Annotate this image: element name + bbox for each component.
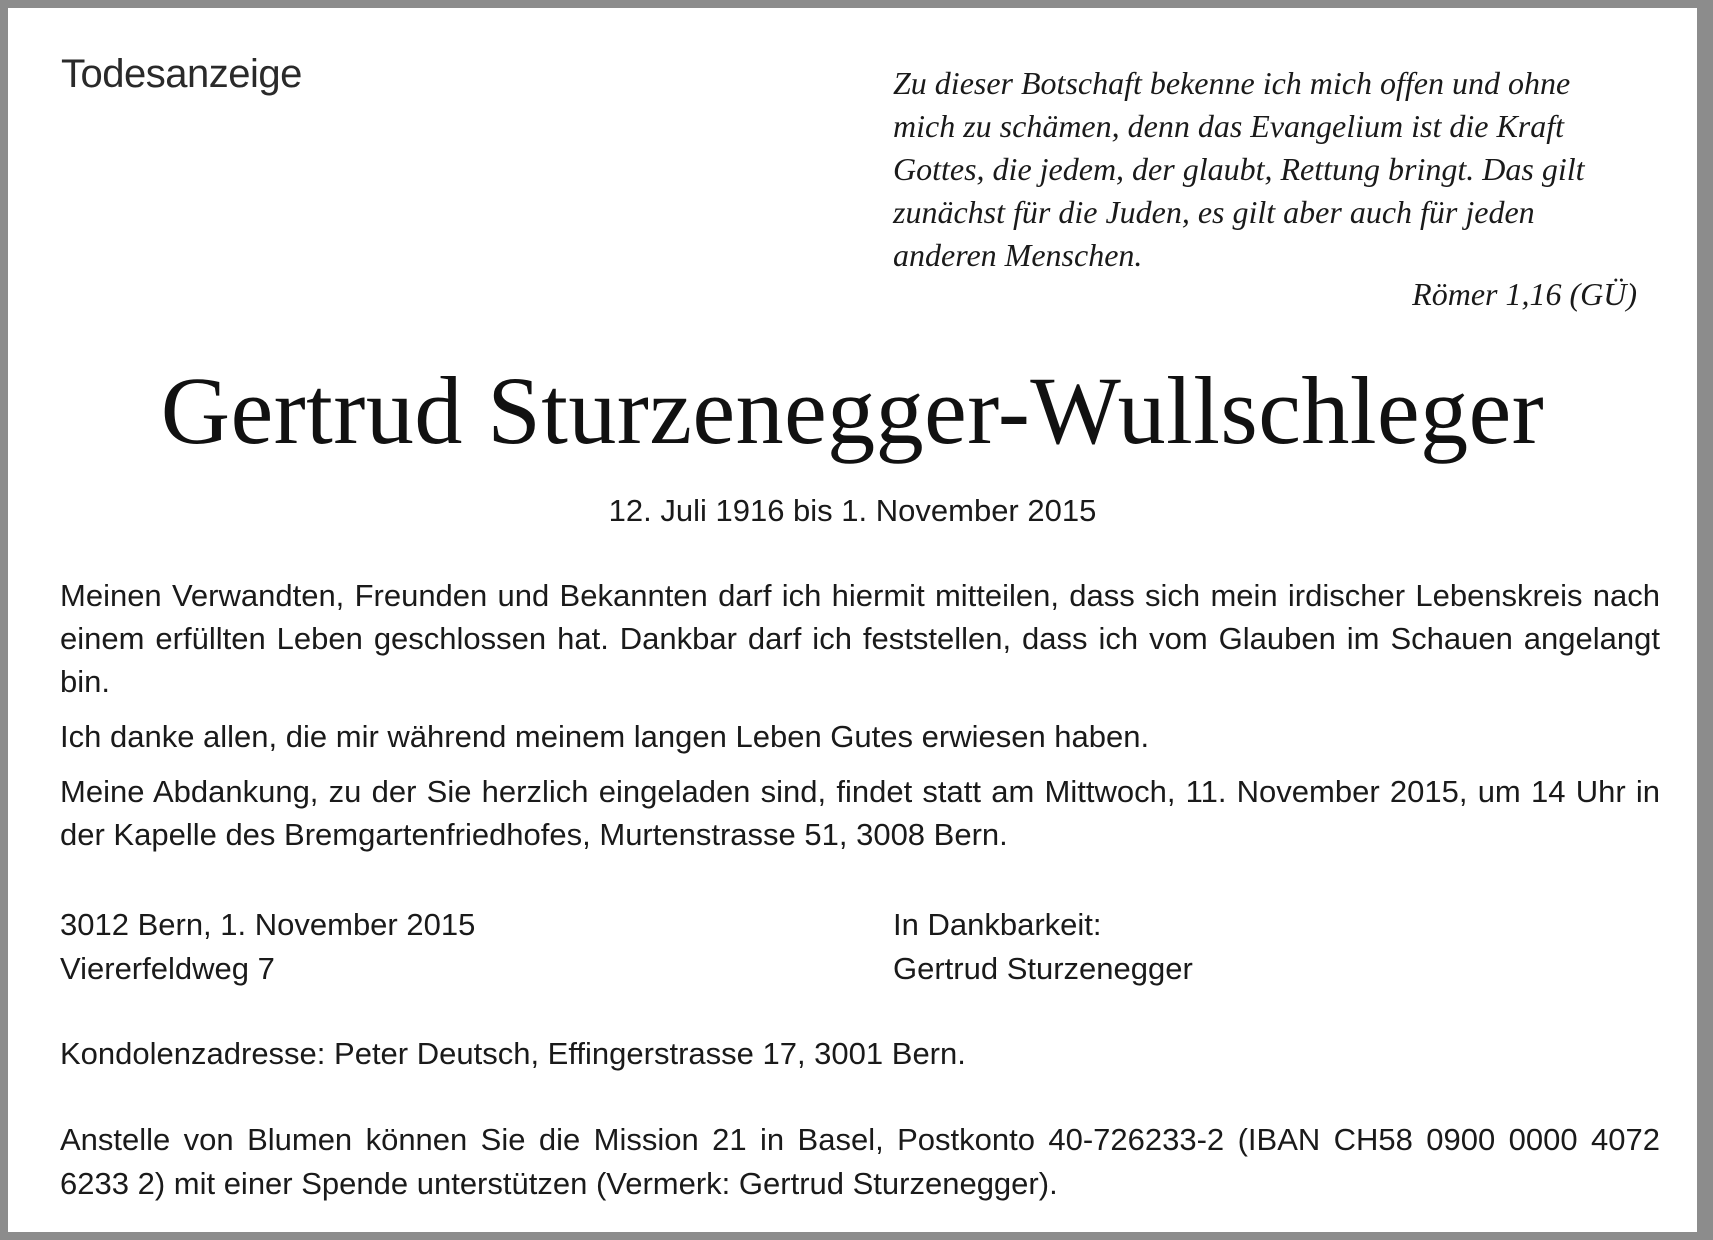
verse-line: Zu dieser Botschaft bekenne ich mich offen und ohne (893, 65, 1571, 101)
signature-block (893, 903, 1193, 991)
message-paragraph: Ich danke allen, die mir während meinem langen Leben Gutes erwiesen haben. (60, 719, 1150, 754)
sender-address (60, 903, 475, 991)
signature-name: Gertrud Sturzenegger (893, 951, 1193, 986)
verse-line: anderen Menschen. (893, 237, 1143, 273)
message-paragraph: Meine Abdankung, zu der Sie herzlich eingeladen sind, findet statt am Mittwoch, 11. November 2015, um 14 Uhr in der Kapelle des Bremgartenfriedhofes, Murtenstrasse 51, 3008 Bern. (60, 774, 1660, 852)
obituary-page (8, 8, 1697, 1232)
condolence-address: Kondolenzadresse: Peter Deutsch, Effingerstrasse 17, 3001 Bern. (60, 1036, 966, 1071)
street-address: Viererfeldweg 7 (60, 951, 275, 986)
life-dates: 12. Juli 1916 bis 1. November 2015 (608, 493, 1097, 528)
donation-note: Anstelle von Blumen können Sie die Mission 21 in Basel, Postkonto 40-726233-2 (IBAN CH58 0900 0000 4072 6233 2) mit einer Spende unterstützen (Vermerk: Gertrud Sturzenegger). (60, 1122, 1660, 1201)
verse-line: Gottes, die jedem, der glaubt, Rettung bringt. Das gilt (893, 151, 1585, 187)
notice-type-label: Todesanzeige (61, 52, 302, 96)
deceased-name: Gertrud Sturzenegger-Wullschleger (160, 357, 1545, 464)
signature-intro: In Dankbarkeit: (893, 907, 1102, 942)
bible-verse (893, 62, 1663, 277)
place-date: 3012 Bern, 1. November 2015 (60, 907, 476, 942)
verse-reference: Römer 1,16 (GÜ) (1412, 276, 1637, 312)
message-paragraph: Meinen Verwandten, Freunden und Bekannten darf ich hiermit mitteilen, dass sich mein irdischer Lebenskreis nach einem erfüllten Leben geschlossen hat. Dankbar darf ich feststellen, dass ich vom Glauben im Schauen angelangt bin. (60, 578, 1660, 699)
verse-line: mich zu schämen, denn das Evangelium ist die Kraft (893, 108, 1565, 144)
verse-line: zunächst für die Juden, es gilt aber auch für jeden (893, 194, 1535, 230)
message-body (60, 574, 1660, 868)
